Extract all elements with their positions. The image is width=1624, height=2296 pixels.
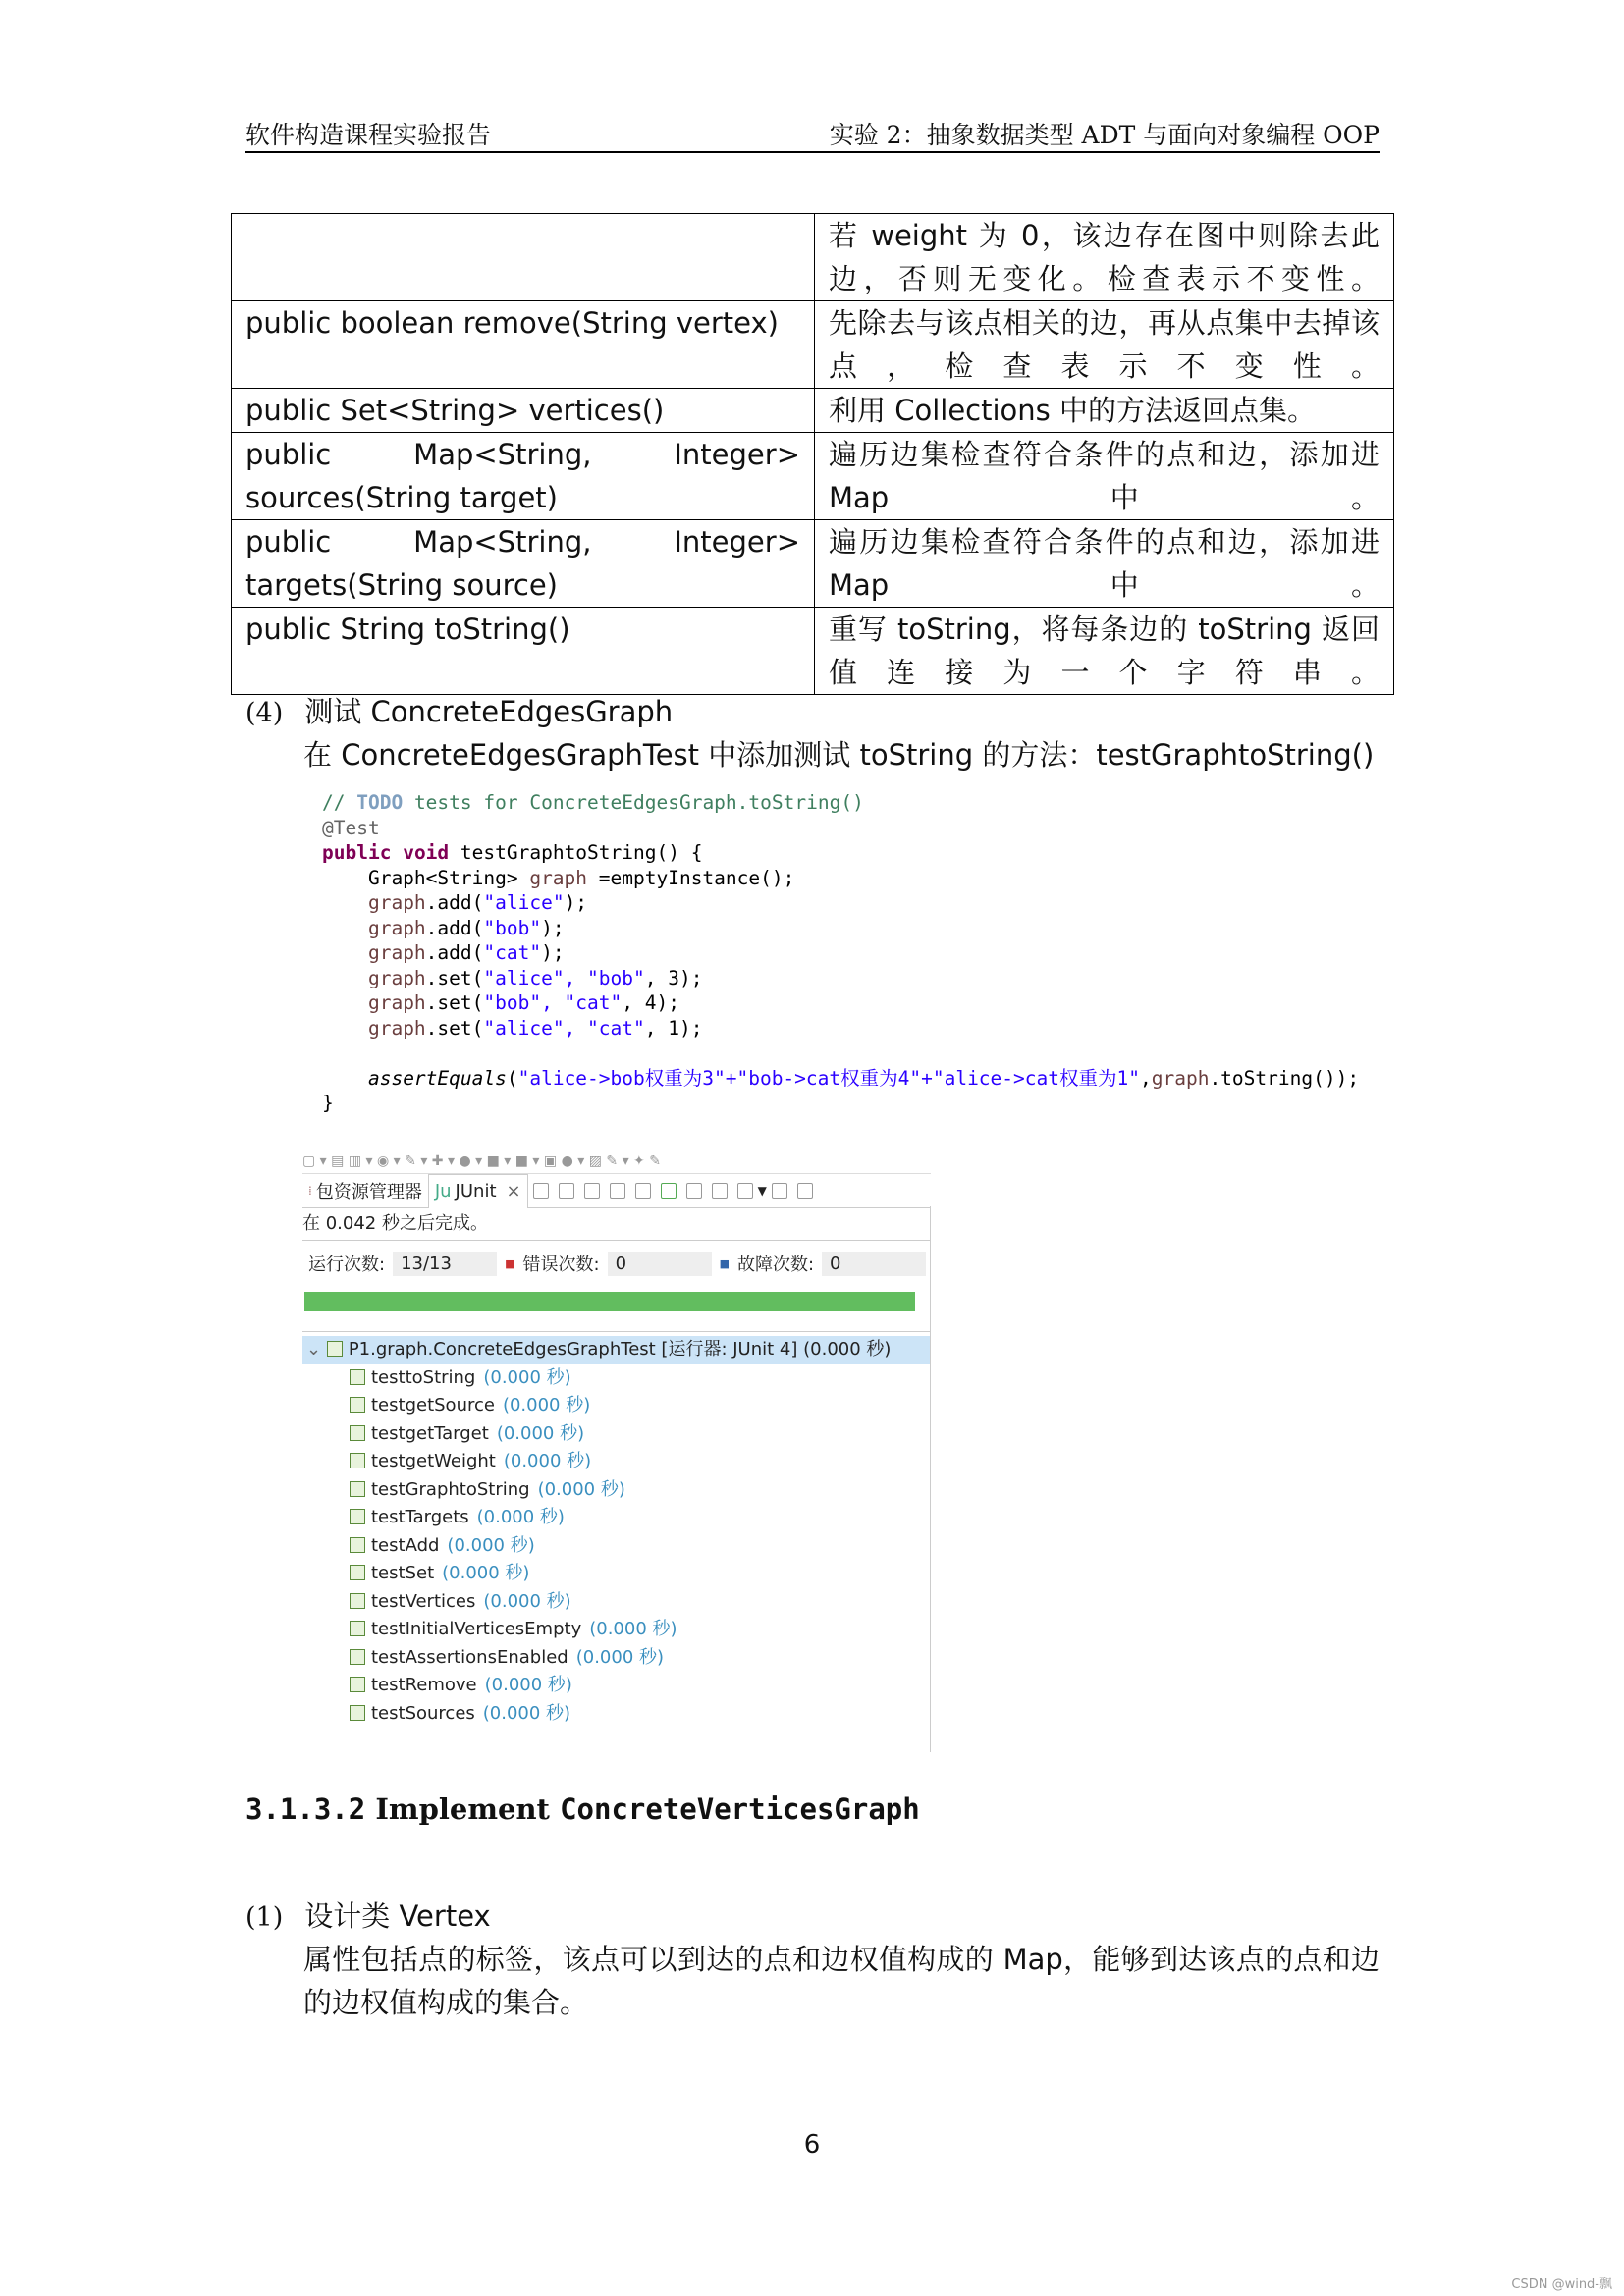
test-time: (0.000 秒) (483, 1366, 571, 1388)
section-4-heading (245, 690, 673, 735)
method-description: 若 weight 为 0，该边存在图中则除去此边，否则无变化。检查表示不变性。 (815, 214, 1394, 301)
scrollbar[interactable] (930, 1206, 931, 1752)
show-failures-only-icon[interactable] (584, 1183, 600, 1199)
test-case-row[interactable] (302, 1364, 931, 1393)
test-name: testgetWeight (371, 1451, 496, 1471)
test-passed-icon (350, 1621, 365, 1636)
error-icon: ■ (505, 1256, 515, 1270)
item-title: 设计类 Vertex (304, 1899, 491, 1933)
view-menu-icon[interactable]: ▼ (757, 1184, 767, 1198)
heading-class: ConcreteVerticesGraph (560, 1792, 920, 1826)
test-time: (0.000 秒) (447, 1534, 535, 1556)
method-description: 先除去与该点相关的边，再从点集中去掉该点，检查表示不变性。 (815, 301, 1394, 389)
stop-icon[interactable] (712, 1183, 728, 1199)
junit-panel (302, 1153, 931, 1752)
page-number: 6 (803, 2130, 821, 2160)
method-description: 遍历边集检查符合条件的点和边，添加进 Map 中。 (815, 433, 1394, 520)
view-tabs (302, 1174, 931, 1208)
test-time: (0.000 秒) (575, 1646, 665, 1668)
watermark: CSDN @wind-飘 (1511, 2277, 1612, 2292)
test-name: testSources (371, 1702, 475, 1724)
test-time: (0.000 秒) (484, 1675, 572, 1695)
junit-icon: Ju (434, 1181, 452, 1201)
previous-failure-icon[interactable] (559, 1183, 574, 1199)
header-left: 软件构造课程实验报告 (245, 121, 492, 149)
test-name: testSet (371, 1563, 435, 1583)
test-passed-icon (350, 1425, 365, 1441)
table-row (232, 389, 1394, 433)
suite-time: (0.000 秒) (803, 1339, 892, 1360)
test-passed-icon (350, 1705, 365, 1721)
progress-bar (304, 1292, 915, 1311)
code-block: // TODO tests for ConcreteEdgesGraph.toString() @Test public void testGraphtoString() { Graph<String> graph =emptyInstance(); graph.add("alice"); graph.add("bob"); graph.add("cat"); graph.set("alice", "bob", 3); graph.set("bob", "cat", 4); graph.set("alice", "cat", 1); assertEquals("alice->bob权重为3"+"bob->cat权重为4"+"alice->cat权重为1",graph.toString()); } (322, 791, 1360, 1114)
item-title: 测试 ConcreteEdgesGraph (304, 695, 674, 728)
item-number: (4) (245, 698, 284, 728)
tab-junit[interactable] (428, 1174, 528, 1208)
test-name: testgetSource (371, 1395, 495, 1415)
test-case-row[interactable] (302, 1532, 931, 1561)
test-case-row[interactable] (302, 1616, 931, 1644)
tab-package-explorer[interactable] (302, 1174, 428, 1207)
lock-icon[interactable] (635, 1183, 651, 1199)
method-description: 重写 toString，将每条边的 toString 返回值连接为一个字符串。 (815, 608, 1394, 695)
method-signature: public String toString() (232, 608, 815, 695)
failures-value: 0 (822, 1252, 926, 1276)
test-name: testtoString (371, 1366, 476, 1388)
test-name: testgetTarget (371, 1422, 489, 1444)
test-time: (0.000 秒) (503, 1451, 592, 1471)
test-case-row[interactable] (302, 1420, 931, 1449)
test-name: testAssertionsEnabled (371, 1646, 568, 1668)
table-row (232, 214, 1394, 301)
test-passed-icon (350, 1369, 365, 1385)
method-signature: public boolean remove(String vertex) (232, 301, 815, 389)
test-case-row[interactable] (302, 1504, 931, 1532)
table-row (232, 520, 1394, 608)
test-tree (302, 1331, 931, 1728)
table-row (232, 301, 1394, 389)
signature-line: public Map<String, Integer> (245, 525, 800, 559)
next-failure-icon[interactable] (533, 1183, 549, 1199)
test-time: (0.000 秒) (483, 1590, 571, 1612)
history-icon[interactable] (737, 1183, 753, 1199)
item-number: (1) (245, 1902, 284, 1933)
run-status: 在 0.042 秒之后完成。 (302, 1208, 931, 1241)
section-1-heading (245, 1895, 491, 1940)
table-row (232, 433, 1394, 520)
package-icon: ⁞ (308, 1184, 312, 1198)
scroll-lock-icon[interactable] (610, 1183, 625, 1199)
section-4-text: 在 ConcreteEdgesGraphTest 中添加测试 toString 的方法：testGraphtoString() (303, 738, 1375, 772)
test-passed-icon (350, 1481, 365, 1497)
test-case-row[interactable] (302, 1476, 931, 1505)
header-right: 实验 2：抽象数据类型 ADT 与面向对象编程 OOP (829, 121, 1380, 149)
rerun-icon[interactable] (661, 1183, 677, 1199)
test-passed-icon (350, 1649, 365, 1665)
heading-word: Implement (375, 1792, 550, 1826)
test-name: testVertices (371, 1590, 476, 1612)
test-time: (0.000 秒) (442, 1563, 530, 1583)
test-case-row[interactable] (302, 1588, 931, 1617)
test-passed-icon (350, 1677, 365, 1692)
method-signature (232, 433, 815, 520)
method-signature (232, 214, 815, 301)
test-case-row[interactable] (302, 1644, 931, 1673)
method-description: 遍历边集检查符合条件的点和边，添加进 Map 中。 (815, 520, 1394, 608)
errors-label: 错误次数: (522, 1255, 600, 1275)
suite-name: P1.graph.ConcreteEdgesGraphTest [运行器: JUnit 4] (348, 1339, 798, 1360)
signature-line: sources(String target) (245, 481, 558, 514)
method-description: 利用 Collections 中的方法返回点集。 (815, 389, 1394, 433)
method-signature: public Set<String> vertices() (232, 389, 815, 433)
test-time: (0.000 秒) (502, 1395, 591, 1415)
test-passed-icon (350, 1593, 365, 1609)
test-name: testAdd (371, 1534, 440, 1556)
test-time: (0.000 秒) (496, 1422, 585, 1444)
test-case-row[interactable] (302, 1672, 931, 1700)
errors-value: 0 (608, 1252, 712, 1276)
section-heading (245, 1792, 920, 1826)
run-counters (302, 1249, 931, 1278)
failure-icon: ■ (719, 1256, 730, 1270)
test-case-row[interactable] (302, 1560, 931, 1588)
test-case-row[interactable] (302, 1392, 931, 1420)
runs-label: 运行次数: (308, 1255, 386, 1275)
test-suite-row[interactable] (302, 1336, 931, 1364)
test-name: testInitialVerticesEmpty (371, 1619, 582, 1639)
tab-label: JUnit (455, 1181, 497, 1201)
test-passed-icon (350, 1509, 365, 1524)
test-suite-icon (327, 1341, 343, 1357)
test-passed-icon (350, 1565, 365, 1580)
rerun-failed-icon[interactable] (686, 1183, 702, 1199)
signature-line: public Map<String, Integer> (245, 438, 800, 471)
heading-number: 3.1.3.2 (245, 1792, 366, 1826)
toolbar: ▢ ▾ ▤ ▥ ▾ ◉ ▾ ✎ ▾ ✚ ▾ ● ▾ ■ ▾ ■ ▾ ▣ ● ▾ ▨ ✎ ▾ ✦ ✎ (302, 1153, 931, 1174)
tab-label: 包资源管理器 (315, 1182, 422, 1202)
minimize-icon[interactable] (772, 1183, 787, 1199)
test-case-row[interactable] (302, 1700, 931, 1729)
method-signature (232, 520, 815, 608)
test-name: testTargets (371, 1507, 469, 1527)
header-rule (245, 151, 1380, 153)
maximize-icon[interactable] (797, 1183, 813, 1199)
test-time: (0.000 秒) (476, 1507, 565, 1527)
chevron-down-icon[interactable]: ⌄ (306, 1339, 322, 1360)
signature-line: targets(String source) (245, 568, 558, 602)
test-name: testGraphtoString (371, 1478, 530, 1500)
test-case-row[interactable] (302, 1448, 931, 1476)
test-time: (0.000 秒) (589, 1619, 677, 1639)
test-time: (0.000 秒) (482, 1702, 571, 1724)
test-name: testRemove (371, 1675, 477, 1695)
runs-value: 13/13 (393, 1252, 497, 1276)
test-passed-icon (350, 1537, 365, 1553)
test-passed-icon (350, 1453, 365, 1468)
test-time: (0.000 秒) (537, 1478, 625, 1500)
failures-label: 故障次数: (736, 1255, 815, 1275)
table-row (232, 608, 1394, 695)
method-table (231, 213, 1394, 695)
test-passed-icon (350, 1397, 365, 1413)
close-tab-icon[interactable]: × (506, 1181, 521, 1201)
section-1-text: 属性包括点的标签，该点可以到达的点和边权值构成的 Map，能够到达该点的点和边的边权值构成的集合。 (303, 1943, 1380, 2019)
